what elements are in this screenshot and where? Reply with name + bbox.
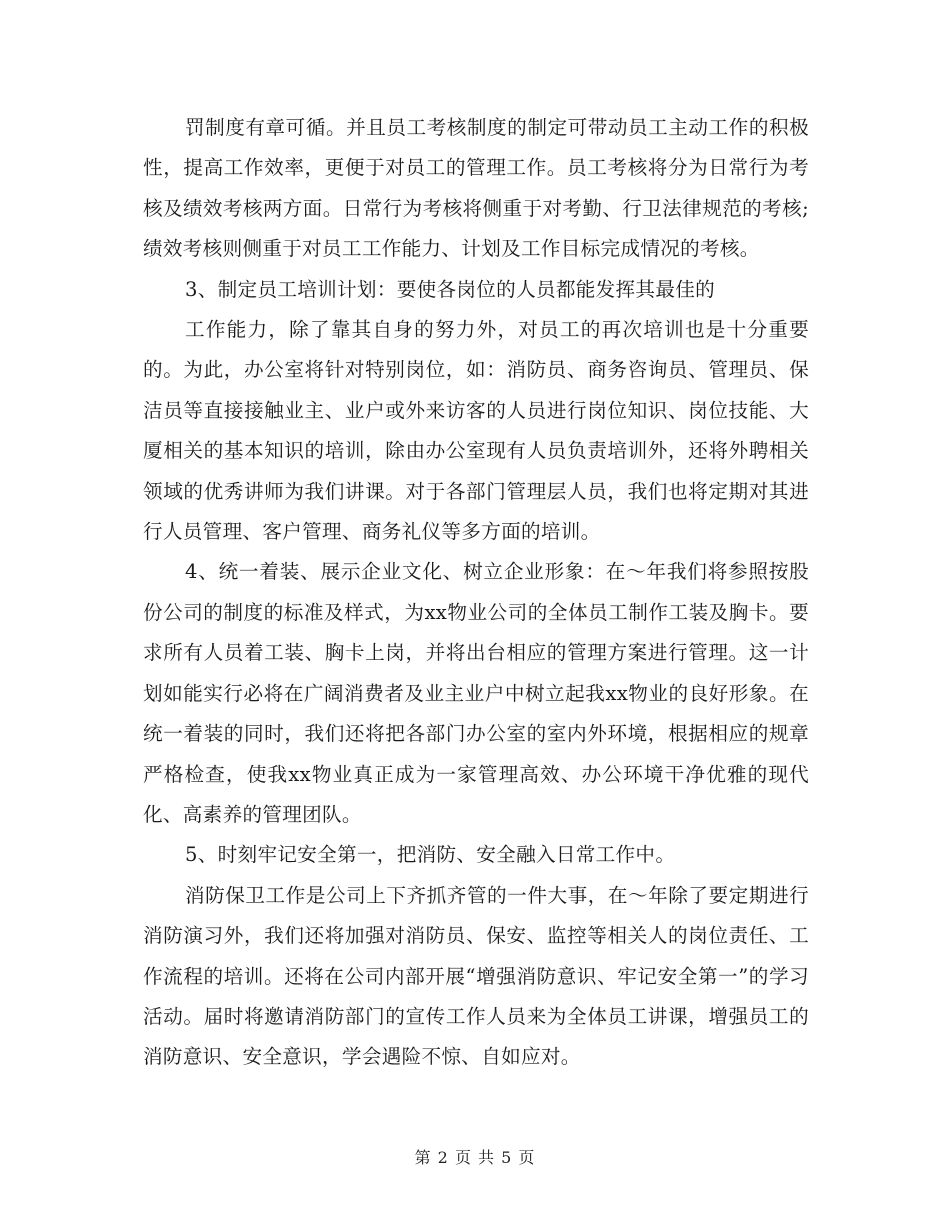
paragraph-uniform: 4、统一着装、展示企业文化、树立企业形象：在～年我们将参照按股份公司的制度的标准及样式，为xx物业公司的全体员工制作工装及胸卡。要求所有人员着工装、胸卡上岗，并将出台相应的管理方案进行管理。这一计划如能实行必将在广阔消费者及业主业户中树立起我xx物业的良好形象。在统一着装的同时，我们还将把各部门办公室的室内外环境，根据相应的规章严格检查，使我xx物业真正成为一家管理高效、办公环境干净优雅的现代化、高素养的管理团队。 [143, 560, 809, 826]
paragraph-training-body: 工作能力，除了靠其自身的努力外，对员工的再次培训也是十分重要的。为此，办公室将针对特别岗位，如：消防员、商务咨询员、管理员、保洁员等直接接触业主、业户或外来访客的人员进行岗位知识、岗位技能、大厦相关的基本知识的培训，除由办公室现有人员负责培训外，还将外聘相关领域的优秀讲师为我们讲课。对于各部门管理层人员，我们也将定期对其进行人员管理、客户管理、商务礼仪等多方面的培训。 [143, 318, 809, 544]
paragraph-safety-heading: 5、时刻牢记安全第一，把消防、安全融入日常工作中。 [185, 843, 676, 867]
document-body [143, 108, 809, 1078]
paragraph-fire-safety: 消防保卫工作是公司上下齐抓齐管的一件大事，在～年除了要定期进行消防演习外，我们还将加强对消防员、保安、监控等相关人的岗位责任、工作流程的培训。还将在公司内部开展“增强消防意识、牢记安全第一”的学习活动。届时将邀请消防部门的宣传工作人员来为全体员工讲课，增强员工的消防意识、安全意识，学会遇险不惊、自如应对。 [143, 883, 809, 1069]
paragraph-training-heading: 3、制定员工培训计划：要使各岗位的人员都能发挥其最佳的 [185, 277, 716, 301]
page-number-footer: 第 2 页 共 5 页 [414, 1148, 536, 1167]
paragraph-assessment-continued: 罚制度有章可循。并且员工考核制度的制定可带动员工主动工作的积极性，提高工作效率，更便于对员工的管理工作。员工考核将分为日常行为考核及绩效考核两方面。日常行为考核将侧重于对考勤、行卫法律规范的考核;绩效考核则侧重于对员工工作能力、计划及工作目标完成情况的考核。 [143, 116, 809, 261]
